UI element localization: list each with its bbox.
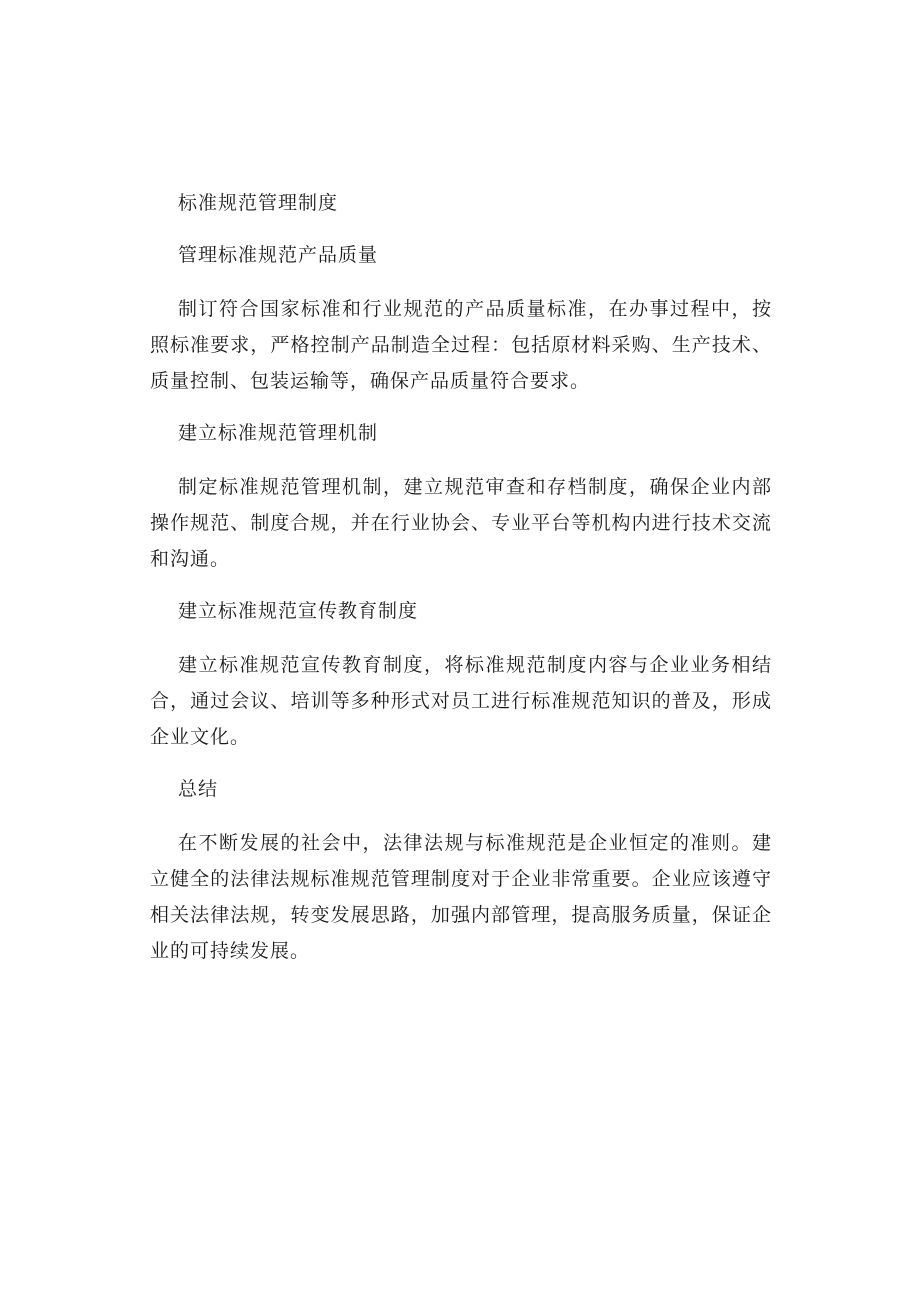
section-body-summary: 在不断发展的社会中，法律法规与标准规范是企业恒定的准则。建立健全的法律法规标准规范管理制度对于企业非常重要。企业应该遵守相关法律法规，转变发展思路，加强内部管理，提高服务质量，保证企业的可持续发展。 bbox=[150, 832, 772, 962]
section-body-education-system: 建立标准规范宣传教育制度，将标准规范制度内容与企业业务相结合，通过会议、培训等多种形式对员工进行标准规范知识的普及，形成企业文化。 bbox=[150, 654, 772, 748]
section-body-product-quality: 制订符合国家标准和行业规范的产品质量标准，在办事过程中，按照标准要求，严格控制产品制造全过程：包括原材料采购、生产技术、质量控制、包装运输等，确保产品质量符合要求。 bbox=[150, 298, 772, 392]
section-heading-summary: 总结 bbox=[178, 778, 219, 800]
document-content bbox=[150, 187, 772, 987]
document-title: 标准规范管理制度 bbox=[178, 192, 339, 214]
section-heading-education-system: 建立标准规范宣传教育制度 bbox=[178, 600, 419, 622]
section-body-management-mechanism: 制定标准规范管理机制，建立规范审查和存档制度，确保企业内部操作规范、制度合规，并在行业协会、专业平台等机构内进行技术交流和沟通。 bbox=[150, 476, 772, 570]
section-heading-management-mechanism: 建立标准规范管理机制 bbox=[178, 422, 379, 444]
section-heading-product-quality: 管理标准规范产品质量 bbox=[178, 244, 379, 266]
